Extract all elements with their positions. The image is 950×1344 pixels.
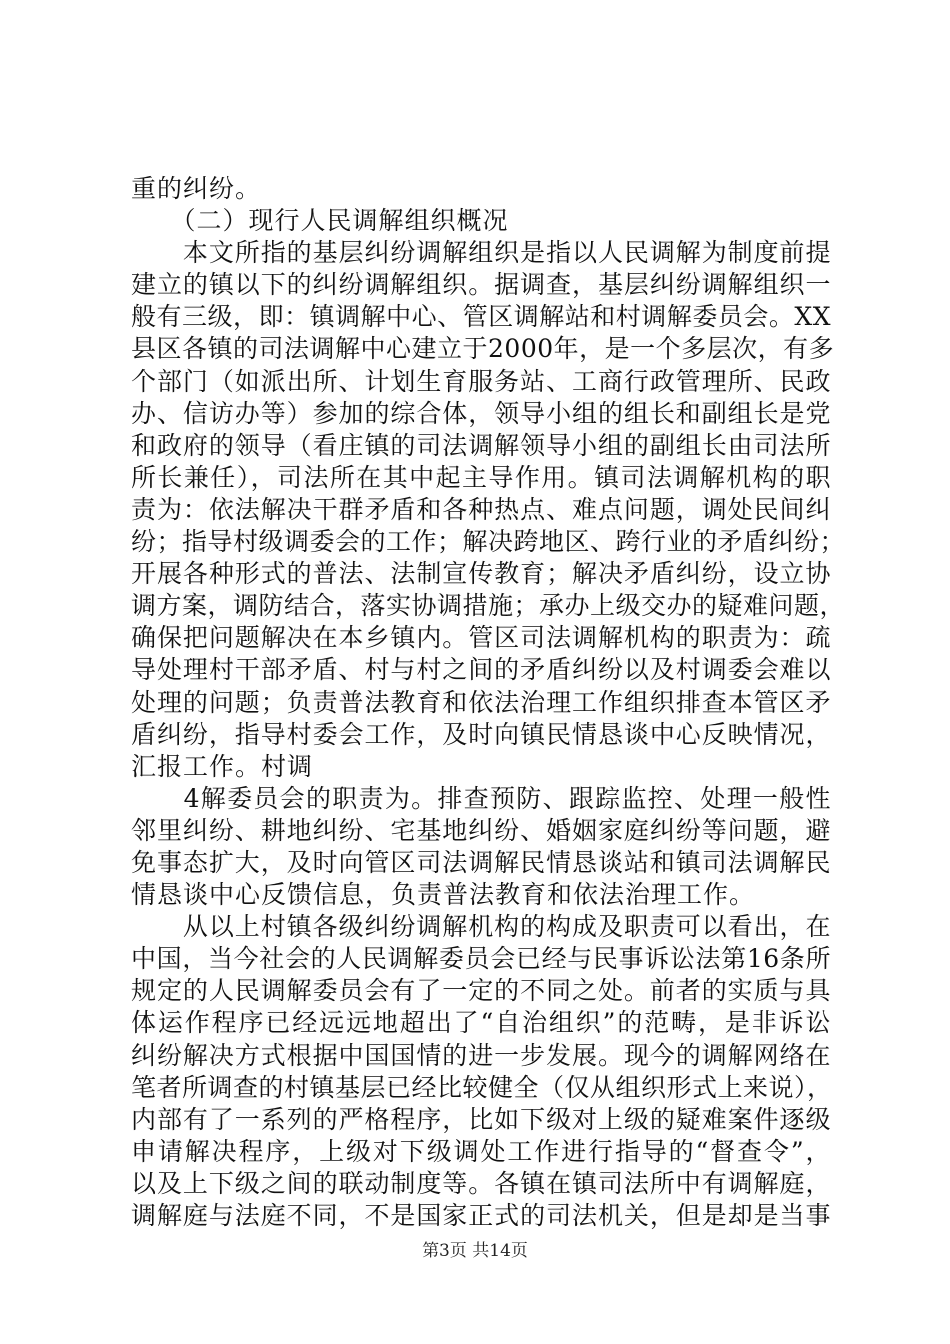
text-line: 中国，当今社会的人民调解委员会已经与民事诉讼法第16条所 (131, 944, 831, 974)
text-line: 所长兼任），司法所在其中起主导作用。镇司法调解机构的职 (131, 462, 831, 492)
text-line: 情恳谈中心反馈信息，负责普法教育和依法治理工作。 (131, 880, 756, 910)
text-line: 开展各种形式的普法、法制宣传教育；解决矛盾纠纷，设立协 (131, 559, 831, 589)
text-line: 导处理村干部矛盾、村与村之间的矛盾纠纷以及村调委会难以 (131, 655, 831, 685)
text-line: 以及上下级之间的联动制度等。各镇在镇司法所中有调解庭， (131, 1168, 831, 1198)
text-line: 般有三级，即：镇调解中心、管区调解站和村调解委员会。XX (131, 302, 831, 332)
text-line: 免事态扩大，及时向管区司法调解民情恳谈站和镇司法调解民 (131, 847, 831, 877)
text-line: 个部门（如派出所、计划生育服务站、工商行政管理所、民政 (131, 366, 831, 396)
text-line: 纠纷解决方式根据中国国情的进一步发展。现今的调解网络在 (131, 1040, 831, 1070)
text-line: 汇报工作。村调 (131, 751, 314, 781)
text-line: 建立的镇以下的纠纷调解组织。据调查，基层纠纷调解组织一 (131, 270, 831, 300)
text-line: 邻里纠纷、耕地纠纷、宅基地纠纷、婚姻家庭纠纷等问题，避 (131, 815, 831, 845)
text-line: 笔者所调查的村镇基层已经比较健全（仅从组织形式上来说）， (131, 1072, 833, 1102)
text-line: 4解委员会的职责为。排查预防、跟踪监控、处理一般性 (131, 783, 831, 813)
text-line: 从以上村镇各级纠纷调解机构的构成及职责可以看出，在 (131, 912, 831, 942)
text-line: 体运作程序已经远远地超出了“自治组织”的范畴，是非诉讼 (131, 1008, 831, 1038)
text-line: 纷；指导村级调委会的工作；解决跨地区、跨行业的矛盾纠纷； (131, 527, 846, 557)
text-line: 本文所指的基层纠纷调解组织是指以人民调解为制度前提 (131, 238, 831, 268)
text-line: 处理的问题；负责普法教育和依法治理工作组织排查本管区矛 (131, 687, 831, 717)
text-line: 确保把问题解决在本乡镇内。管区司法调解机构的职责为：疏 (131, 623, 831, 653)
text-line: （二）现行人民调解组织概况 (131, 206, 509, 236)
text-line: 盾纠纷，指导村委会工作，及时向镇民情恳谈中心反映情况， (131, 719, 831, 749)
text-line: 内部有了一系列的严格程序，比如下级对上级的疑难案件逐级 (131, 1104, 831, 1134)
text-line: 县区各镇的司法调解中心建立于2000年，是一个多层次，有多 (131, 334, 835, 364)
text-line: 调解庭与法庭不同，不是国家正式的司法机关，但是却是当事 (131, 1201, 831, 1230)
text-line: 申请解决程序，上级对下级调处工作进行指导的“督查令”， (131, 1136, 831, 1166)
text-line: 调方案，调防结合，落实协调措施；承办上级交办的疑难问题， (131, 591, 846, 621)
text-line: 办、信访办等）参加的综合体，领导小组的组长和副组长是党 (131, 398, 831, 428)
text-line: 重的纠纷。 (131, 174, 262, 203)
document-body (131, 173, 846, 1232)
page-footer: 第3页 共14页 (422, 1241, 528, 1261)
text-line: 和政府的领导（看庄镇的司法调解领导小组的副组长由司法所 (131, 430, 831, 460)
text-line: 责为：依法解决干群矛盾和各种热点、难点问题，调处民间纠 (131, 494, 831, 524)
text-line: 规定的人民调解委员会有了一定的不同之处。前者的实质与具 (131, 976, 831, 1006)
